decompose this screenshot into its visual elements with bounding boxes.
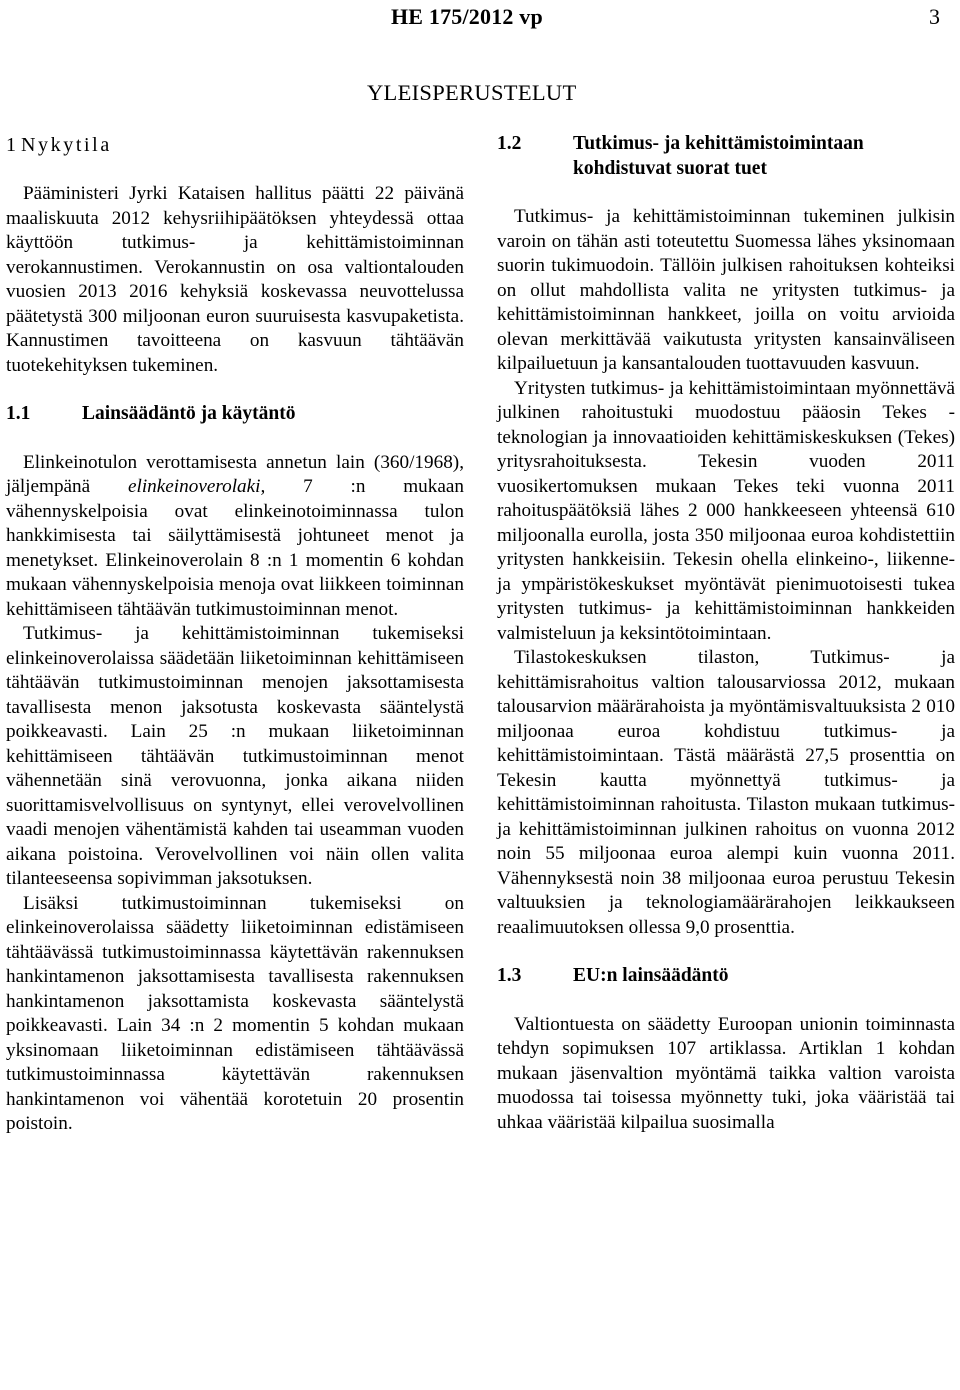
document-reference: HE 175/2012 vp [391, 4, 543, 29]
right-column [497, 132, 955, 1135]
page-number: 3 [929, 4, 940, 29]
section-number: 1 [6, 134, 16, 156]
paragraph: Lisäksi tutkimustoiminnan tukemiseksi on elinkeinoverolaissa säädetty liiketoiminnan edistämiseen tähtäävässä tutkimustoiminnassa käytettävän rakennuksen hankintamenon jaksottamisesta tavallisesta rakennuksen hankintamenon jaksottamista koskevasta sääntelystä poikkeavasti. Lain 34 :n 2 momentin 5 kohdan mukaan yksinomaan liiketoiminnan edistämiseen tähtäävässä tutkimustoiminnassa käytettävän rakennuksen hankintamenon voi vähentää korotetuin 20 prosentin poistoin. [6, 892, 464, 1134]
paragraph: Tutkimus- ja kehittämistoiminnan tukeminen julkisin varoin on tähän asti toteutettu Suomessa lähes yksinomaan suorin tukimuodoin. Tällöin julkisen rahoituksen kohteiksi on ollut mahdollista valita ne yritysten tutkimus- ja kehittämistoiminnan hankkeet, joilla on voitu arvioida olevan merkittävää vaikutusta yritysten kansainväliseen kilpailuetuun ja kansantalouden tuottavuuden kasvuun. [497, 206, 955, 374]
section-heading-1-2 [497, 132, 955, 181]
paragraph: Yritysten tutkimus- ja kehittämistoimintaan myönnettävä julkinen rahoitustuki muodostuu pääosin Tekes - teknologian ja innovaatioiden kehittämiskeskuksen (Tekes) yritysrahoituksesta. Tekesin vuoden 2011 vuosikertomuksen mukaan Tekes teki vuonna 2011 rahoituspäätöksiä lähes 2 000 hankkeeseen yhteensä 610 miljoonalla eurolla, josta 350 miljoonaa euroa kohdistettiin yritysten hankkeisiin. Tekesin ohella elinkeino-, liikenne- ja ympäristökeskukset myöntävät pienimuotoisesti tukea yritysten tutkimus- ja kehittämistoiminnan hankkeiden valmisteluun ja keksintötoimintaan. [497, 377, 955, 644]
section-title: EU:n lainsäädäntö [573, 965, 729, 986]
section-heading-1-3 [497, 964, 955, 989]
section-number: 1.2 [497, 133, 522, 154]
paragraph: Elinkeinotulon verottamisesta annetun lain (360/1968), jäljempänä elinkeinoverolaki, 7 :n mukaan vähennyskelpoisia ovat elinkeinotoiminnassa tulon hankkimisesta tai säilyttämisestä johtuneet menot ja menetykset. Elinkeinoverolain 8 :n 1 momentin 6 kohdan mukaan vähennyskelpoisia menoja ovat liikkeen toiminnan kehittämiseen tähtäävän tutkimustoiminnan menot. [6, 451, 464, 620]
section-number: 1.3 [497, 965, 522, 986]
paragraph: Tutkimus- ja kehittämistoiminnan tukemiseksi elinkeinoverolaissa säädetään liiketoiminnan kehittämiseen tähtäävän tutkimustoiminnan menojen jaksottamisesta tavallisesta menon jaksotusta koskevasta sääntelystä poikkeavasti. Lain 25 :n mukaan liiketoiminnan kehittämiseen tähtäävän tutkimustoiminnan menot vähennetään sinä verovuonna, jonka aikana niiden suorittamisvelvollisuus on syntynyt, ellei verovelvollinen vaadi menojen vähentämistä kahden tai useamman vuoden aikana poistoina. Verovelvollinen voi näin ollen valita tilanteeseensa sopivimman jaksotuksen. [6, 623, 464, 889]
left-column [6, 132, 464, 1137]
section-title: Tutkimus- ja kehittämistoimintaan kohdistuvat suorat tuet [573, 133, 864, 179]
section-title: Lainsäädäntö ja käytäntö [82, 403, 296, 424]
paragraph: Tilastokeskuksen tilaston, Tutkimus- ja kehittämisrahoitus valtion talousarviossa 2012, mukaan talousarvion määrärahoista ja myöntämisvaltuuksista 2 010 miljoonaa euroa kohdistuu tutkimus- ja kehittämistoimintaan. Tästä määrästä 27,5 prosenttia on Tekesin kautta myönnettyä tutkimus- ja kehittämistoiminnan rahoitusta. Tilaston mukaan tutkimus- ja kehittämistoiminnan julkinen rahoitus on vuonna 2012 noin 55 miljoonaa euroa alempi kuin vuonna 2011. Vähennyksestä noin 38 miljoonaa euroa perustuu Tekesin valtuuksien ja teknologiamäärärahojen leikkaukseen reaalimuutoksen ollessa 9,0 prosenttia. [497, 647, 955, 938]
paragraph: Pääministeri Jyrki Kataisen hallitus päätti 22 päivänä maaliskuuta 2012 kehysriihipäätöksen yhteydessä ottaa käyttöön tutkimus- ja kehittämistoiminnan verokannustimen. Verokannustin on osa valtiontalouden vuosien 2013 2016 kehyksiä koskevassa neuvottelussa päätetystä 300 miljoonan euron suuruisesta kasvupaketista. Kannustimen tavoitteena on kasvuun tähtäävän tuotekehityksen tukeminen. [6, 183, 464, 376]
document-section-title: YLEISPERUSTELUT [367, 80, 577, 105]
section-title: Nykytila [21, 134, 112, 156]
section-number: 1.1 [6, 403, 31, 424]
section-heading-1 [6, 132, 464, 158]
defined-term: elinkeinoverolaki, [128, 476, 266, 497]
section-heading-1-1 [6, 402, 464, 427]
paragraph: Valtiontuesta on säädetty Euroopan unionin toiminnasta tehdyn sopimuksen 107 artiklassa. Artiklan 1 kohdan mukaan jäsenvaltion myöntämä taikka valtion varoista muodossa tai toisessa myönnetty tuki, joka vääristää tai uhkaa vääristää kilpailua suosimalla [497, 1013, 955, 1133]
